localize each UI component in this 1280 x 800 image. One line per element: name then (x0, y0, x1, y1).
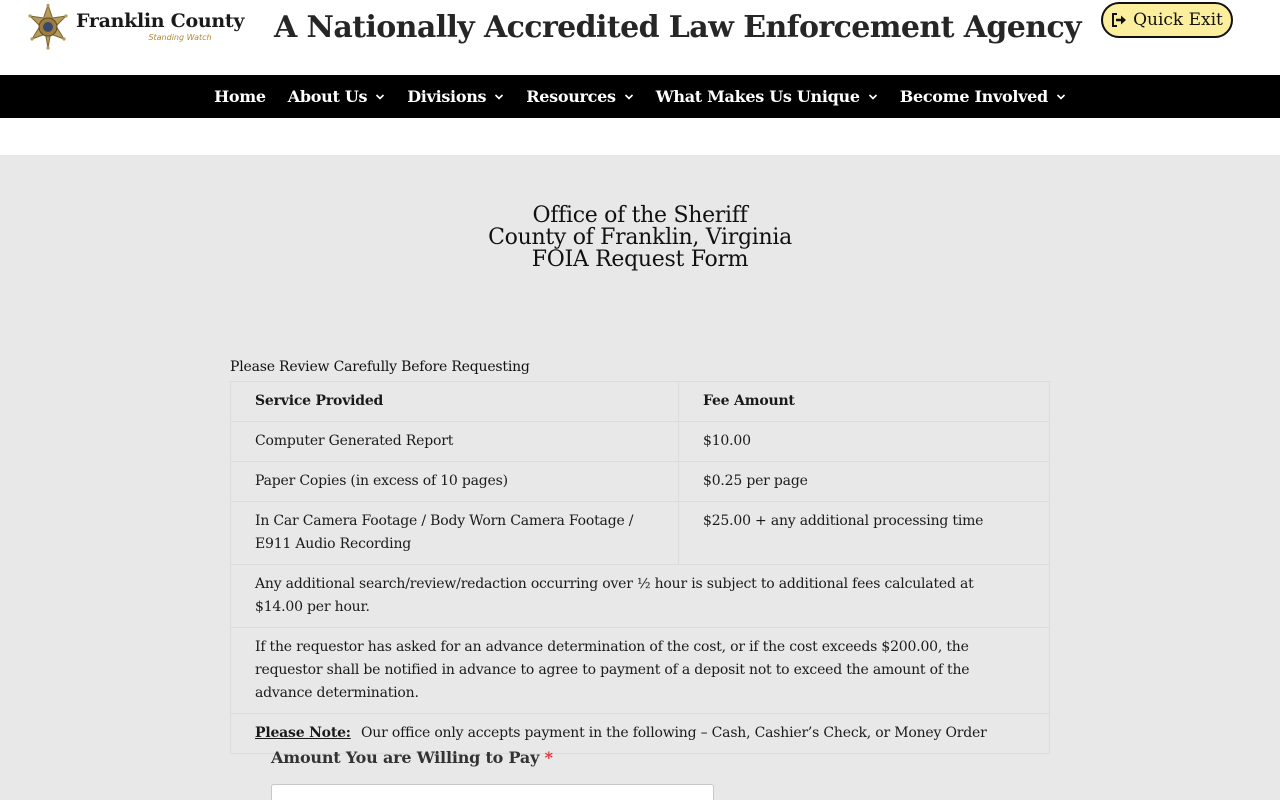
amount-label-text: Amount You are Willing to Pay (271, 748, 540, 767)
heading-line-form: FOIA Request Form (531, 247, 749, 272)
amount-input[interactable] (271, 784, 714, 800)
service-cell: In Car Camera Footage / Body Worn Camera Footage / E911 Audio Recording (231, 502, 679, 565)
chevron-down-icon (624, 92, 634, 102)
chevron-down-icon (375, 92, 385, 102)
main-nav (0, 75, 1280, 118)
nav-divisions[interactable] (407, 87, 504, 106)
nav-resources[interactable] (526, 87, 633, 106)
nav-home-label: Home (214, 87, 266, 106)
required-indicator: * (544, 748, 553, 767)
table-header-row (231, 382, 1050, 422)
heading-line-county: County of Franklin, Virginia (488, 225, 792, 250)
column-header-fee: Fee Amount (679, 382, 1050, 422)
advance-determination-note: If the requestor has asked for an advance determination of the cost, or if the cost exceeds $200.00, the requestor shall be notified in advance to agree to payment of a deposit not to exceed the amount of the advance determination. (231, 628, 1050, 714)
amount-field-label (271, 748, 553, 767)
nav-divisions-label: Divisions (407, 87, 487, 106)
heading-line-office: Office of the Sheriff (532, 203, 748, 228)
please-note-text: Our office only accepts payment in the following – Cash, Cashier’s Check, or Money Order (361, 725, 987, 741)
nav-what-makes-us-unique-label: What Makes Us Unique (655, 87, 860, 106)
exit-icon (1111, 12, 1127, 28)
logo-subtitle: Standing Watch (148, 33, 212, 42)
nav-become-involved-label: Become Involved (899, 87, 1048, 106)
nav-resources-label: Resources (526, 87, 616, 106)
table-row (231, 462, 1050, 502)
chevron-down-icon (1056, 92, 1066, 102)
quick-exit-label: Quick Exit (1133, 10, 1223, 30)
header-spacer (0, 118, 1280, 155)
nav-become-involved[interactable] (900, 87, 1066, 106)
table-row (231, 628, 1050, 714)
column-header-service: Service Provided (231, 382, 679, 422)
review-label: Please Review Carefully Before Requesting (230, 359, 530, 375)
additional-fees-note: Any additional search/review/redaction occurring over ½ hour is subject to additional fees calculated at $14.00 per hour. (231, 565, 1050, 628)
site-tagline: A Nationally Accredited Law Enforcement Agency (274, 10, 1081, 45)
sheriff-star-badge-icon (24, 3, 72, 51)
nav-about-us[interactable] (288, 87, 385, 106)
nav-about-us-label: About Us (287, 87, 368, 106)
service-cell: Computer Generated Report (231, 422, 679, 462)
table-row (231, 422, 1050, 462)
nav-home[interactable] (214, 87, 266, 106)
site-header (0, 0, 1280, 75)
fee-cell: $0.25 per page (679, 462, 1050, 502)
fee-cell: $25.00 + any additional processing time (679, 502, 1050, 565)
chevron-down-icon (494, 92, 504, 102)
nav-what-makes-us-unique[interactable] (656, 87, 878, 106)
fee-cell: $10.00 (679, 422, 1050, 462)
quick-exit-button[interactable] (1101, 2, 1233, 38)
site-logo[interactable] (24, 3, 244, 51)
please-note-label: Please Note: (255, 725, 351, 741)
page-title (0, 205, 1280, 271)
table-row (231, 565, 1050, 628)
service-cell: Paper Copies (in excess of 10 pages) (231, 462, 679, 502)
table-row (231, 502, 1050, 565)
logo-title: Franklin County (76, 10, 245, 32)
chevron-down-icon (868, 92, 878, 102)
fee-table (230, 381, 1050, 754)
